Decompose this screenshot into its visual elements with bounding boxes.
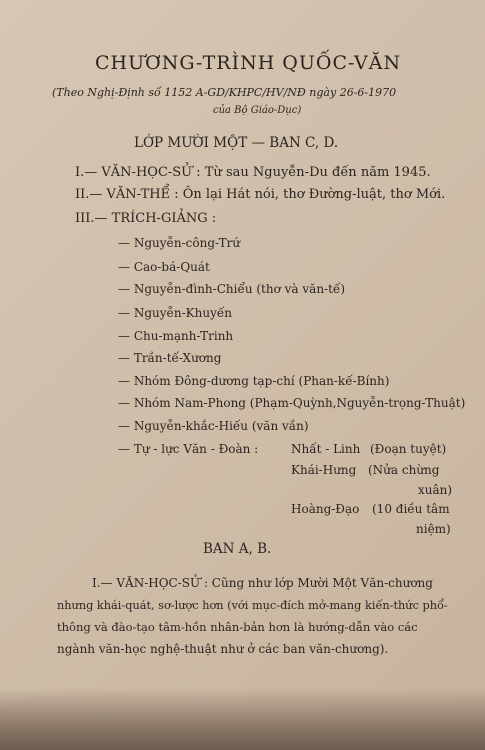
author-name: Khái-Hưng <box>291 463 357 477</box>
ban-ab-heading: BAN A, B. <box>203 541 272 557</box>
excerpt-item: — Cao-bá-Quát <box>118 260 210 274</box>
author-name: Nhất - Linh <box>291 442 361 456</box>
excerpt-item: — Nhóm Đông-dương tạp-chí (Phan-kế-Bính) <box>118 374 390 388</box>
paragraph-line: I.— VĂN-HỌC-SỬ : Cũng như lớp Mười Một Văn-chương <box>92 576 433 590</box>
excerpt-item: — Chu-mạnh-Trinh <box>118 329 234 343</box>
work-title: (Nửa chừng <box>368 463 440 477</box>
excerpt-item: — Nguyễn-đình-Chiểu (thơ và văn-tế) <box>118 282 345 296</box>
work-title: (10 điều tâm <box>372 502 450 516</box>
excerpt-item: — Nguyễn-Khuyến <box>118 306 232 320</box>
page-title: CHƯƠNG-TRÌNH QUỐC-VĂN <box>95 52 402 74</box>
section-van-hoc-su: I.— VĂN-HỌC-SỬ : Từ sau Nguyễn-Du đến năm 1945. <box>75 165 431 180</box>
excerpt-item: — Trần-tế-Xương <box>118 351 222 365</box>
class-heading: LỚP MƯỜI MỘT — BAN C, D. <box>134 135 339 151</box>
work-title-cont: niệm) <box>416 522 451 536</box>
paragraph-line: ngành văn-học nghệ-thuật như ở các ban văn-chương). <box>57 642 389 656</box>
section-trich-giang: III.— TRÍCH-GIẢNG : <box>75 211 217 226</box>
paragraph-line: thông và đào-tạo tâm-hồn nhân-bản hơn là hướng-dẫn vào các <box>57 620 418 634</box>
work-title: (Đoạn tuyệt) <box>370 442 447 456</box>
work-title-cont: xuân) <box>418 483 453 497</box>
section-van-the: II.— VĂN-THỂ : Ôn lại Hát nói, thơ Đường-luật, thơ Mới. <box>75 187 446 202</box>
paragraph-line: nhưng khái-quát, sơ-lược hơn (với mục-đích mở-mang kiến-thức phổ- <box>57 599 448 612</box>
decree-reference: (Theo Nghị-Định số 1152 A-GD/KHPC/HV/NĐ ngày 26-6-1970 <box>52 86 397 99</box>
excerpt-item: — Nguyễn-công-Trứ <box>118 236 241 250</box>
excerpt-item: — Nhóm Nam-Phong (Phạm-Quỳnh,Nguyễn-trọng-Thuật) <box>118 396 466 410</box>
decree-issuer: của Bộ Giáo-Dục) <box>213 105 302 116</box>
page-edge-shadow <box>0 688 485 750</box>
author-name: Hoàng-Đạo <box>291 502 360 516</box>
excerpt-item-tuluc: — Tự - lực Văn - Đoàn : <box>118 442 259 456</box>
excerpt-item: — Nguyễn-khắc-Hiếu (văn vần) <box>118 419 309 433</box>
